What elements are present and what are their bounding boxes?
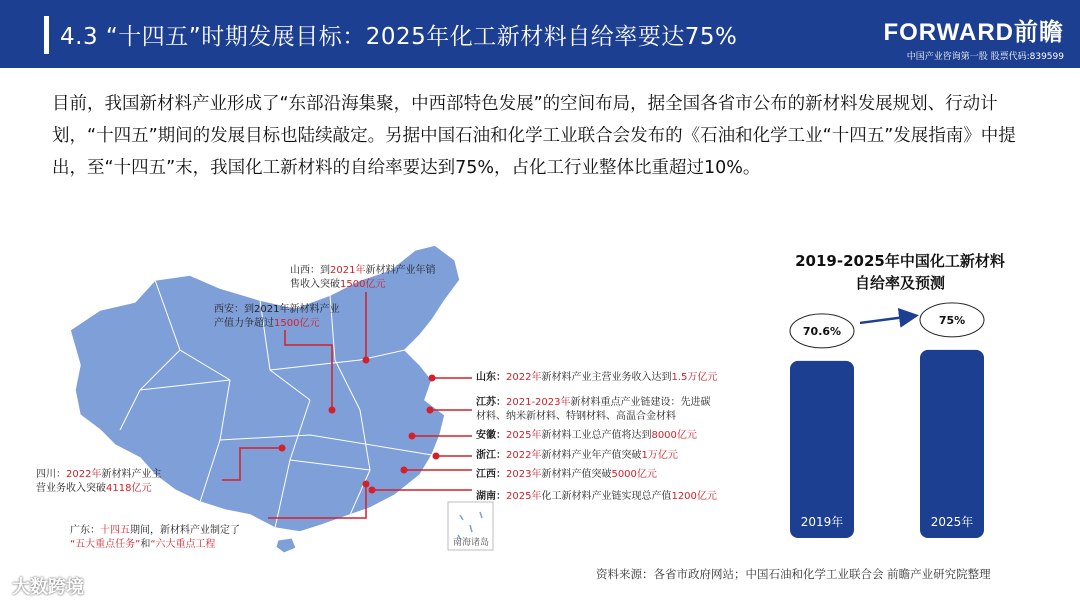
callout-shandong-hl: 2022年 <box>506 372 542 383</box>
callout-guangdong-l1b: 期间，新材料产业制定了 <box>130 525 240 536</box>
callout-guangdong-l1-hl: 十四五 <box>100 525 130 536</box>
callout-jiangsu-hl: 2021-2023年 <box>506 397 571 408</box>
source-note: 资料来源：各省市政府网站；中国石油和化学工业联合会 前瞻产业研究院整理 <box>596 567 991 581</box>
callout-jiangxi-text: 新材料产值突破 <box>541 469 612 480</box>
callout-jiangsu-text: 新材料重点产业链建设：先进碳 <box>570 397 711 408</box>
dot-xian <box>329 407 336 414</box>
callout-zhejiang-hl: 2022年 <box>506 450 542 461</box>
callout-jiangxi <box>476 468 657 482</box>
callout-zhejiang-hl2: 1万亿元 <box>641 450 678 461</box>
callout-sichuan <box>36 468 161 496</box>
category-label-1: 2025年 <box>930 515 974 529</box>
brand-name: FORWARD前瞻 <box>883 19 1064 46</box>
callout-jiangxi-hl: 2023年 <box>506 469 542 480</box>
callout-jiangxi-hl2: 5000亿元 <box>611 469 657 480</box>
callout-hunan-label: 湖南： <box>476 491 506 502</box>
leader-sichuan <box>222 448 282 480</box>
callout-xian-l2a: 产值力争超过 <box>214 318 274 329</box>
callout-anhui-text: 新材料工业总产值将达到 <box>541 430 652 441</box>
chart-title-line1: 2019-2025年中国化工新材料 <box>795 252 1005 270</box>
callout-guangdong-l2-hl2: “六大重点工程 <box>150 539 216 550</box>
callout-shanxi <box>290 264 435 292</box>
bar-2019年 <box>790 361 854 538</box>
callout-zhejiang <box>476 449 678 463</box>
callout-shanxi-l1-hl: 2021年 <box>330 265 366 276</box>
callout-shanxi-l1a: 山西：到 <box>290 265 330 276</box>
callout-hunan-text: 化工新材料产业链实现总产值 <box>541 491 672 502</box>
leader-xian <box>285 330 332 410</box>
callout-guangdong-l2-mid: 和 <box>140 539 151 550</box>
callout-anhui-hl: 2025年 <box>506 430 542 441</box>
dot-sichuan <box>279 445 286 452</box>
category-label-0: 2019年 <box>800 515 844 529</box>
dot-jiangsu <box>427 407 434 414</box>
callout-anhui <box>476 429 697 443</box>
page-title: 4.3 “十四五”时期发展目标：2025年化工新材料自给率要达75% <box>60 24 738 50</box>
callout-xian-l1: 西安：到2021年新材料产业 <box>214 304 340 315</box>
callout-jiangsu <box>476 396 711 424</box>
chart-title <box>770 250 1030 294</box>
callout-jiangsu-line2: 材料、纳米新材料、特钢材料、高温合金材料 <box>476 411 676 422</box>
callout-zhejiang-label: 浙江： <box>476 450 506 461</box>
dot-zhejiang <box>433 453 440 460</box>
callout-shandong-text: 新材料产业主营业务收入达到 <box>541 372 672 383</box>
brand-subtitle: 中国产业咨询第一股 股票代码:839599 <box>906 52 1064 62</box>
callout-zhejiang-text: 新材料产业年产值突破 <box>541 450 642 461</box>
leader-guangdong <box>268 484 366 518</box>
dot-shanxi <box>363 357 370 364</box>
callout-hunan-hl: 2025年 <box>506 491 542 502</box>
dot-anhui <box>409 433 416 440</box>
callout-shanxi-l1b: 新材料产业年销 <box>365 265 436 276</box>
dot-jiangxi <box>401 467 408 474</box>
callout-shanxi-l2a: 售收入突破 <box>290 279 340 290</box>
bar-chart <box>760 300 1060 540</box>
callout-guangdong-l2-hl1: “五大重点任务” <box>70 539 141 550</box>
callout-sichuan-l1a: 四川： <box>36 469 66 480</box>
callout-jiangsu-label: 江苏： <box>476 397 506 408</box>
callout-xian-l2-hl: 1500亿元 <box>274 318 320 329</box>
callout-sichuan-l1-hl: 2022年 <box>66 469 102 480</box>
callout-guangdong <box>70 524 240 552</box>
dot-hunan <box>369 487 376 494</box>
dot-guangdong <box>363 481 370 488</box>
callout-sichuan-l1b: 新材料产业主 <box>101 469 162 480</box>
callout-anhui-label: 安徽： <box>476 430 506 441</box>
chart-title-line2: 自给率及预测 <box>854 274 945 292</box>
watermark: 大数跨境 <box>12 577 84 598</box>
callout-sichuan-l2a: 营业务收入突破 <box>36 483 106 494</box>
callout-hunan <box>476 490 717 504</box>
callout-shandong-hl2: 1.5万亿元 <box>671 372 718 383</box>
south-sea-label: 南海诸岛 <box>453 538 490 548</box>
data-label-1: 75% <box>938 313 966 327</box>
data-label-0: 70.6% <box>802 324 842 338</box>
callout-shandong <box>476 371 717 385</box>
callout-anhui-hl2: 8000亿元 <box>651 430 697 441</box>
callout-guangdong-l1a: 广东： <box>70 525 100 536</box>
callout-jiangxi-label: 江西： <box>476 469 506 480</box>
bar-2025年 <box>920 350 984 538</box>
callout-sichuan-l2-hl: 4118亿元 <box>106 483 152 494</box>
growth-arrow <box>860 316 914 323</box>
callout-shanxi-l2-hl: 1500亿元 <box>340 279 386 290</box>
callout-xian <box>214 303 339 331</box>
intro-paragraph: 目前，我国新材料产业形成了“东部沿海集聚，中西部特色发展”的空间布局，据全国各省市公布的新材料发展规划、行动计划，“十四五”期间的发展目标也陆续敲定。另据中国石油和化学工业联合会发布的《石油和化学工业“十四五”发展指南》中提出，至“十四五”末，我国化工新材料的自给率要达到75%，占化工行业整体比重超过10%。 <box>52 94 1016 178</box>
callout-shandong-label: 山东： <box>476 372 506 383</box>
callout-hunan-hl2: 1200亿元 <box>671 491 717 502</box>
dot-shandong <box>429 375 436 382</box>
